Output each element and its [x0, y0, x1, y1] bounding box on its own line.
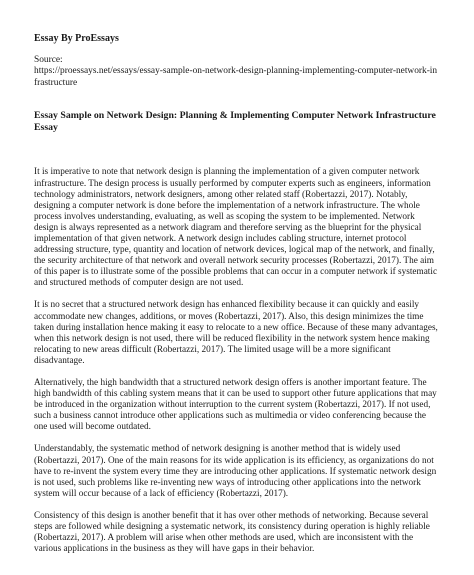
- brand-heading: Essay By ProEssays: [34, 33, 119, 44]
- essay-paragraph: Understandably, the systematic method of network designing is another method that is widely used (Robertazzi, 2017). One of the main reasons for its wide application is its efficiency, as organizations do not have to re-invent the system every time they are introducing other applications. If systematic network design is not used, such problems like re-inventing new ways of introducing other applications into the network system will occur because of a lack of efficiency (Robertazzi, 2017).: [34, 444, 437, 499]
- essay-paragraph: Consistency of this design is another benefit that it has over other methods of networking. Because several steps are followed while designing a systematic network, its consistency during operation is highly reliable (Robertazzi, 2017). A problem will arise when other methods are used, which are inconsistent with the various applications in the business as they will have gaps in their behavior.: [34, 510, 430, 555]
- source-url: https://proessays.net/essays/essay-sample-on-network-design-planning-implementing-computer-network-infrastructure: [34, 66, 438, 88]
- essay-paragraph: It is no secret that a structured network design has enhanced flexibility because it can quickly and easily accommodate new changes, additions, or moves (Robertazzi, 2017). Also, this design minimizes the time taken during installation hence making it easy to relocate to a new office. Because of these many advantages, when this network design is not used, there will be reduced flexibility in the network system hence making relocating to new areas difficult (Robertazzi, 2017). The limited usage will be a more significant disadvantage.: [34, 300, 438, 366]
- source-block: [34, 55, 440, 89]
- essay-paragraph: Alternatively, the high bandwidth that a structured network design offers is another important feature. The high bandwidth of this cabling system means that it can be used to support other future applications that may be introduced in the organization without interruption to the current system (Robertazzi, 2017). If not used, such a business cannot introduce other applications such as multimedia or video conferencing because the one used will become outdated.: [34, 378, 437, 433]
- essay-paragraph: It is imperative to note that network design is planning the implementation of a given computer network infrastructure. The design process is usually performed by computer experts such as engineers, information technology administrators, network designers, among other related staff (Robertazzi, 2017). Notably, designing a computer network is done before the implementation of a network infrastructure. The whole process involves understanding, evaluating, as well as scoping the system to be implemented. Network design is always represented as a network diagram and therefore serving as the blueprint for the physical implementation of that given network. A network design includes cabling structure, internet protocol addressing structure, type, quantity and location of network devices, logical map of the network, and finally, the security architecture of that network and overall network security processes (Robertazzi, 2017). The aim of this paper is to illustrate some of the possible problems that can occur in a computer network if systematic and structured methods of computer design are not used.: [34, 167, 438, 289]
- essay-title: Essay Sample on Network Design: Planning & Implementing Computer Network Infrastructure Essay: [34, 110, 436, 133]
- source-label: Source:: [34, 55, 63, 65]
